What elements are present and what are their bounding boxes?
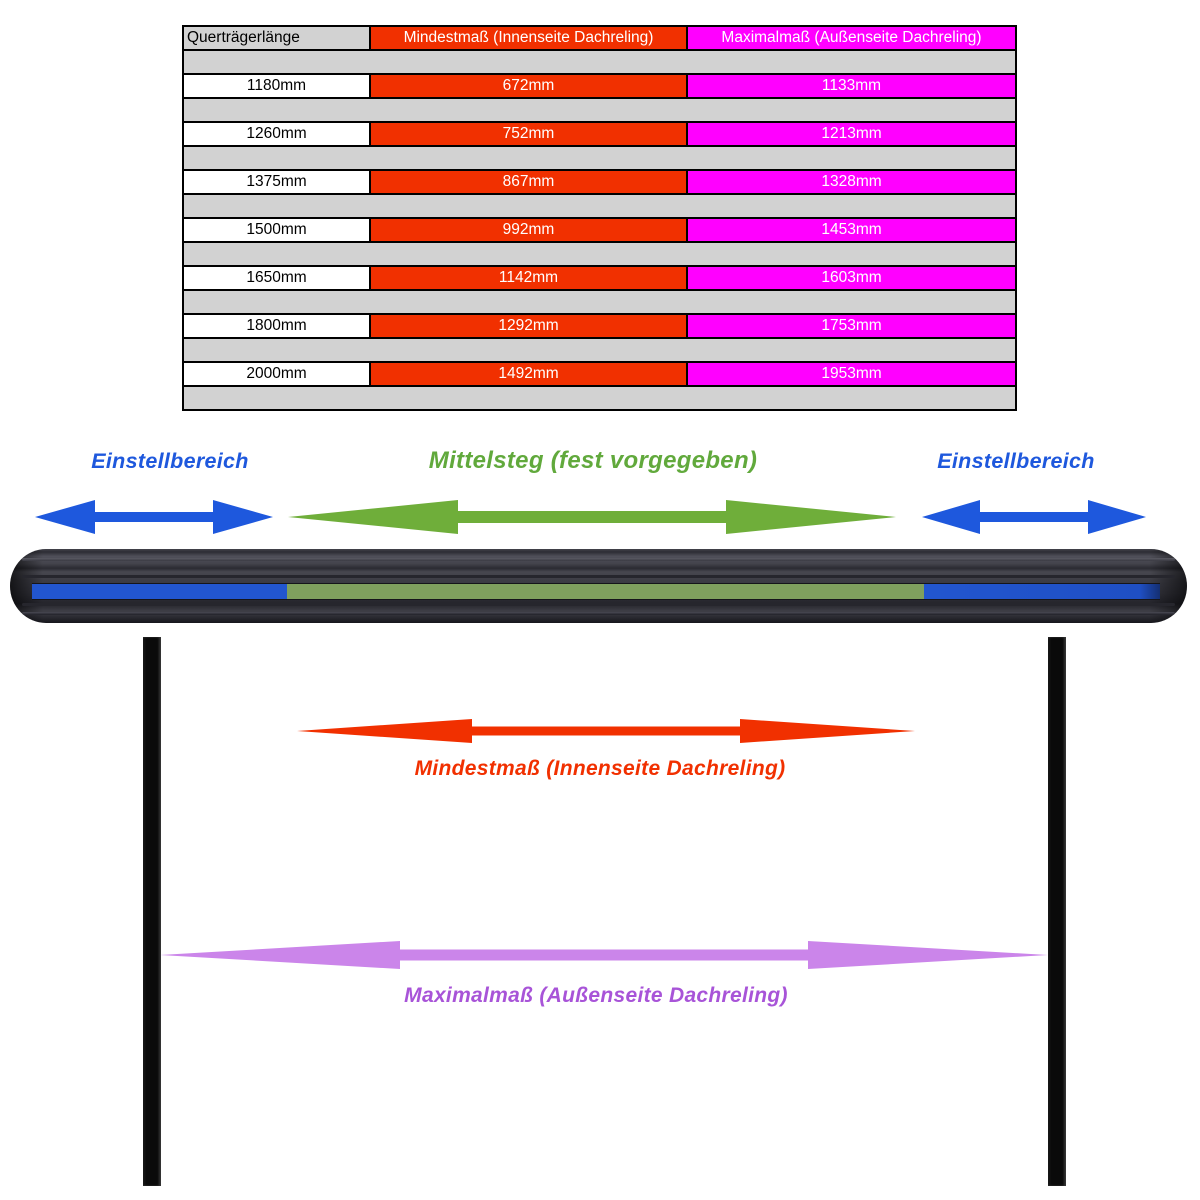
cell-min: 1292mm — [370, 314, 687, 338]
cell-length: 1500mm — [183, 218, 370, 242]
spacer-row — [183, 194, 1016, 218]
cell-max: 1753mm — [687, 314, 1016, 338]
cell-length: 1800mm — [183, 314, 370, 338]
spacer-row — [183, 386, 1016, 410]
cell-max: 1133mm — [687, 74, 1016, 98]
header-cell-min: Mindestmaß (Innenseite Dachreling) — [370, 26, 687, 50]
cell-length: 1375mm — [183, 170, 370, 194]
cell-max: 1328mm — [687, 170, 1016, 194]
table-row-1650 — [183, 266, 1016, 290]
cell-max: 1453mm — [687, 218, 1016, 242]
adjust-range-arrow-right-icon — [922, 499, 1146, 535]
cell-max: 1213mm — [687, 122, 1016, 146]
table-row-1180 — [183, 74, 1016, 98]
crossbar-ridge — [22, 603, 1175, 606]
cell-length: 1260mm — [183, 122, 370, 146]
cell-min: 992mm — [370, 218, 687, 242]
table-row-2000 — [183, 362, 1016, 386]
middle-section-arrow-icon — [288, 499, 896, 535]
adjust-range-label-right: Einstellbereich — [937, 449, 1095, 473]
cell-max: 1953mm — [687, 362, 1016, 386]
header-cell-max: Maximalmaß (Außenseite Dachreling) — [687, 26, 1016, 50]
roof-rail-right — [1048, 637, 1066, 1186]
cell-max: 1603mm — [687, 266, 1016, 290]
table-row-1500 — [183, 218, 1016, 242]
min-measure-label: Mindestmaß (Innenseite Dachreling) — [414, 757, 786, 780]
spacer-row — [183, 50, 1016, 74]
spacer-row — [183, 290, 1016, 314]
size-table — [182, 25, 1017, 411]
cell-min: 867mm — [370, 170, 687, 194]
roof-rail-left — [143, 637, 161, 1186]
min-measure-arrow-icon — [297, 718, 915, 744]
crossbar-ridge — [22, 575, 1175, 578]
crossbar-insert-stripes — [32, 584, 1160, 599]
cell-min: 672mm — [370, 74, 687, 98]
cell-length: 2000mm — [183, 362, 370, 386]
adjust-range-label-left: Einstellbereich — [91, 449, 249, 473]
crossbar-groove — [32, 583, 1160, 600]
crossbar-ridge — [22, 612, 1175, 615]
spacer-row — [183, 242, 1016, 266]
spacer-row — [183, 338, 1016, 362]
cell-min: 1142mm — [370, 266, 687, 290]
crossbar-image — [10, 549, 1187, 623]
table-row-1260 — [183, 122, 1016, 146]
cell-length: 1650mm — [183, 266, 370, 290]
adjust-range-arrow-left-icon — [35, 499, 273, 535]
max-measure-label: Maximalmaß (Außenseite Dachreling) — [404, 984, 788, 1007]
table-row-1800 — [183, 314, 1016, 338]
table-row-1375 — [183, 170, 1016, 194]
max-measure-arrow-icon — [160, 940, 1048, 970]
crossbar-ridge — [22, 558, 1175, 561]
cell-length: 1180mm — [183, 74, 370, 98]
middle-section-label: Mittelsteg (fest vorgegeben) — [428, 447, 758, 474]
cell-min: 752mm — [370, 122, 687, 146]
table-header-row — [183, 26, 1016, 50]
spacer-row — [183, 98, 1016, 122]
header-cell-length: Querträgerlänge — [183, 26, 370, 50]
spacer-row — [183, 146, 1016, 170]
cell-min: 1492mm — [370, 362, 687, 386]
